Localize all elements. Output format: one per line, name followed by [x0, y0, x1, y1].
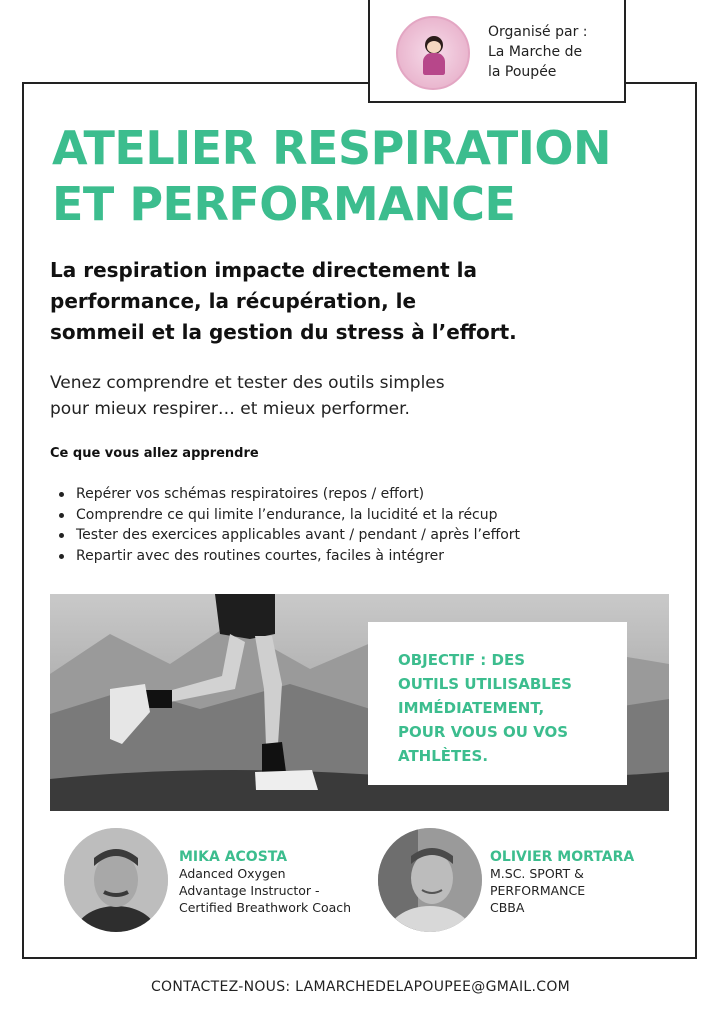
speaker-role-line2: Advantage Instructor -: [179, 883, 320, 898]
objective-box: [368, 622, 627, 785]
speaker-card-olivier: [378, 828, 698, 938]
speaker-name: OLIVIER MORTARA: [490, 849, 635, 865]
intro-paragraph: [50, 255, 570, 348]
subtitle-line2: pour mieux respirer… et mieux performer.: [50, 399, 410, 419]
list-item: Repérer vos schémas respiratoires (repos / effort): [50, 484, 610, 505]
learn-heading: Ce que vous allez apprendre: [50, 446, 259, 461]
page-title: [52, 120, 682, 232]
organizer-name-line1: La Marche de: [488, 44, 583, 60]
organizer-name-line2: la Poupée: [488, 64, 557, 80]
speaker-name: MIKA ACOSTA: [179, 849, 288, 865]
intro-line2: performance, la récupération, le: [50, 289, 417, 313]
speaker-role-line3: Certified Breathwork Coach: [179, 900, 352, 915]
objective-line4: POUR VOUS OU VOS: [398, 723, 569, 741]
speaker-role-line3: CBBA: [490, 900, 525, 915]
list-item: Repartir avec des routines courtes, faciles à intégrer: [50, 546, 610, 567]
speaker-role-line1: M.SC. SPORT &: [490, 866, 584, 881]
subtitle-line1: Venez comprendre et tester des outils simples: [50, 373, 445, 393]
speaker-role: [179, 865, 351, 916]
objective-line2: OUTILS UTILISABLES: [398, 675, 572, 693]
learn-list: [50, 484, 610, 566]
objective-text: [398, 648, 618, 768]
objective-line5: ATHLÈTES.: [398, 747, 489, 765]
speaker-role: [490, 865, 585, 916]
title-line1: ATELIER RESPIRATION: [52, 121, 611, 175]
objective-line1: OBJECTIF : DES: [398, 651, 526, 669]
list-item: Tester des exercices applicables avant / pendant / après l’effort: [50, 525, 610, 546]
speaker-role-line1: Adanced Oxygen: [179, 866, 286, 881]
list-item: Comprendre ce qui limite l’endurance, la lucidité et la récup: [50, 505, 610, 526]
organizer-label: Organisé par :: [488, 24, 588, 40]
contact-line: CONTACTEZ-NOUS: LAMARCHEDELAPOUPEE@GMAIL.COM: [150, 979, 571, 995]
subtitle-paragraph: [50, 370, 570, 422]
objective-line3: IMMÉDIATEMENT,: [398, 699, 545, 717]
intro-line1: La respiration impacte directement la: [50, 258, 477, 282]
speaker-role-line2: PERFORMANCE: [490, 883, 586, 898]
doll-logo-icon: [396, 16, 470, 90]
organizer-box: [368, 0, 626, 103]
organizer-text: [488, 22, 620, 82]
avatar: [378, 828, 482, 932]
intro-line3: sommeil et la gestion du stress à l’effort.: [50, 320, 517, 344]
avatar: [64, 828, 168, 932]
title-line2: ET PERFORMANCE: [52, 177, 516, 231]
speaker-card-mika: [64, 828, 384, 938]
